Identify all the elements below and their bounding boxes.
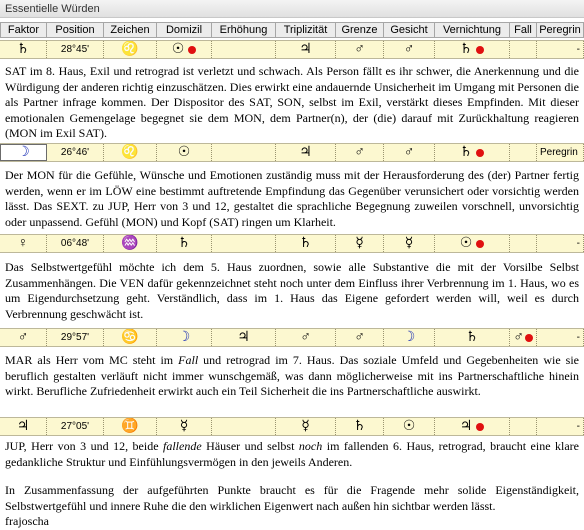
cell-triplizitaet [276, 418, 336, 435]
cell-grenze [336, 144, 384, 161]
window-title: Essentielle Würden [0, 0, 584, 18]
mars-icon: ♂ [300, 329, 311, 345]
red-marker-icon [476, 46, 484, 54]
cell-triplizitaet [276, 329, 336, 346]
cell-erhoehung [212, 235, 276, 252]
table-row-saturn[interactable] [0, 40, 584, 59]
venus-icon: ♀ [17, 235, 29, 251]
cell-domizil [157, 329, 212, 346]
column-header-zeichen[interactable]: Zeichen [104, 22, 157, 38]
mars-icon: ♂ [403, 41, 415, 57]
column-header-peregrin[interactable]: Peregrin [537, 22, 584, 38]
cell-peregrin: Peregrin [537, 144, 584, 161]
cell-gesicht [384, 144, 435, 161]
mars-icon: ♂ [354, 144, 365, 160]
cell-fall [510, 41, 537, 58]
cell-vernichtung [435, 418, 510, 435]
cell-fall [510, 235, 537, 252]
paragraph-jupiter-emphasis: fallende [163, 439, 202, 453]
cell-gesicht [384, 41, 435, 58]
cancer-icon: ♋ [121, 329, 139, 345]
red-marker-icon [188, 46, 196, 54]
paragraph-jupiter [5, 439, 579, 470]
sun-icon: ☉ [177, 144, 191, 160]
gemini-icon: ♊ [121, 418, 139, 434]
jupiter-icon: ♃ [299, 144, 312, 160]
column-header-grenze[interactable]: Grenze [336, 22, 384, 38]
column-header-domizil[interactable]: Domizil [157, 22, 212, 38]
cell-zeichen [104, 144, 157, 161]
column-header-erhoehung[interactable]: Erhöhung [212, 22, 276, 38]
cell-faktor [0, 235, 47, 252]
table-row-venus[interactable] [0, 234, 584, 253]
cell-grenze [336, 329, 384, 346]
saturn-icon: ♄ [353, 418, 366, 434]
paragraph-mars-text: und retrograd im 7. Haus. Das soziale Umfeld und Gegebenheiten wie sie beruflich gestalten verläuft nicht immer wunschgemäß, was dann möglicherweise mit ins Partnerschaftliche hinein wirkt. Berufliche Zufriedenheit erwirkt auch ein Teil Sicherheit die ins Partnerschaftliche auswirkt. [5, 353, 579, 399]
saturn-icon: ♄ [299, 235, 312, 251]
cell-erhoehung [212, 329, 276, 346]
saturn-icon: ♄ [459, 41, 473, 57]
cell-position: 27°05' [47, 418, 104, 435]
cell-gesicht [384, 329, 435, 346]
aquarius-icon: ♒ [121, 235, 139, 251]
saturn-icon: ♄ [177, 235, 191, 251]
cell-triplizitaet [276, 144, 336, 161]
cell-domizil [157, 235, 212, 252]
cell-fall [510, 144, 537, 161]
cell-gesicht [384, 418, 435, 435]
leo-icon: ♌ [121, 144, 139, 160]
red-marker-icon [476, 149, 484, 157]
mars-icon: ♂ [403, 144, 415, 160]
summary-paragraph [5, 483, 579, 530]
paragraph-venus: Das Selbstwertgefühl möchte ich dem 5. Haus zuordnen, sowie alle Substantive die mit der Vorsilbe Selbst Zusammenhängen. Die VEN dafür gekennzeichnet steht noch unter dem Einfluss ihrer Verbrennung im 1. Haus, wo es um Eigendurchsetzung geht. Verständlich, dass im 1. Haus das Eigene gefordert werden will, weil es durch Verbrennung geschwächt ist. [5, 260, 579, 321]
cell-peregrin: - [537, 41, 584, 58]
cell-vernichtung [435, 235, 510, 252]
sun-icon: ☉ [402, 418, 416, 434]
column-header-position[interactable]: Position [47, 22, 104, 38]
cell-position: 06°48' [47, 235, 104, 252]
mars-icon: ♂ [17, 329, 29, 345]
jupiter-icon: ♃ [459, 418, 473, 434]
moon-icon: ☽ [177, 329, 191, 345]
paragraph-saturn: SAT im 8. Haus, Exil und retrograd ist verletzt und schwach. Als Person fällt es ihr schwer, die Anerkennung und die Würdigung der anderen richtig einzuschätzen. Dies erwirkt eine andauernde Unsicherheit im Umgang mit Personen die als Partner infrage kommen. Der Dispositor des SAT, SON, selbst im Exil, verstärkt dieses Empfinden. Mit dieser emotionalen Gemengelage begegnet sie dem MON, dem Partner(n), der (die) darauf mit Zurückhaltung reagieren (MON im Exil SAT). [5, 64, 579, 141]
paragraph-jupiter-text: Häuser und selbst [201, 439, 299, 453]
column-header-vernichtung[interactable]: Vernichtung [435, 22, 510, 38]
leo-icon: ♌ [121, 41, 139, 57]
cell-domizil [157, 418, 212, 435]
mars-icon: ♂ [354, 329, 365, 345]
cell-erhoehung [212, 144, 276, 161]
cell-peregrin: - [537, 418, 584, 435]
moon-icon: ☽ [402, 329, 416, 345]
column-header-faktor[interactable]: Faktor [0, 22, 47, 38]
table-row-jupiter[interactable] [0, 417, 584, 436]
cell-zeichen [104, 235, 157, 252]
cell-triplizitaet [276, 41, 336, 58]
column-header-gesicht[interactable]: Gesicht [384, 22, 435, 38]
cell-faktor [0, 418, 47, 435]
jupiter-icon: ♃ [16, 418, 30, 434]
cell-faktor [0, 329, 47, 346]
table-row-mars[interactable] [0, 328, 584, 347]
cell-grenze [336, 235, 384, 252]
cell-gesicht [384, 235, 435, 252]
mercury-icon: ☿ [301, 418, 310, 434]
cell-erhoehung [212, 418, 276, 435]
sun-icon: ☉ [459, 235, 473, 251]
cell-position: 28°45' [47, 41, 104, 58]
cell-faktor [0, 41, 47, 58]
column-header-fall[interactable]: Fall [510, 22, 537, 38]
cell-erhoehung [212, 41, 276, 58]
cell-faktor [0, 144, 47, 161]
cell-grenze [336, 418, 384, 435]
cell-peregrin: - [537, 235, 584, 252]
moon-icon: ☽ [17, 144, 30, 160]
cell-peregrin: - [537, 329, 584, 346]
cell-fall [510, 418, 537, 435]
saturn-icon: ♄ [16, 41, 30, 57]
cell-vernichtung [435, 144, 510, 161]
cell-grenze [336, 41, 384, 58]
mercury-icon: ☿ [179, 418, 189, 434]
mars-icon: ♂ [513, 329, 524, 345]
mars-icon: ♂ [354, 41, 365, 57]
table-row-moon[interactable] [0, 143, 584, 162]
saturn-icon: ♄ [459, 144, 473, 160]
signature: frajoscha [5, 514, 49, 529]
cell-zeichen [104, 41, 157, 58]
red-marker-icon [476, 423, 484, 431]
jupiter-icon: ♃ [299, 41, 312, 57]
paragraph-jupiter-text: JUP, Herr von 3 und 12, beide [5, 439, 164, 453]
paragraph-mars [5, 353, 579, 400]
paragraph-jupiter-text: im fallenden 6. Haus, retrograd, braucht eine klare gedankliche Struktur und Einfühlungsvermögen in den jeweils Anderen. [5, 439, 579, 469]
column-headers [0, 22, 584, 38]
cell-position: 29°57' [47, 329, 104, 346]
column-header-triplizitaet[interactable]: Triplizität [276, 22, 336, 38]
saturn-icon: ♄ [465, 329, 479, 345]
mercury-icon: ☿ [404, 235, 414, 251]
cell-zeichen [104, 418, 157, 435]
cell-vernichtung [435, 41, 510, 58]
red-marker-icon [525, 334, 533, 342]
jupiter-icon: ♃ [237, 329, 250, 345]
red-marker-icon [476, 240, 484, 248]
sun-icon: ☉ [171, 41, 185, 57]
paragraph-jupiter-emphasis: noch [298, 439, 323, 453]
cell-domizil [157, 41, 212, 58]
mercury-icon: ☿ [355, 235, 364, 251]
paragraph-mars-emphasis: Fall [178, 353, 199, 367]
cell-domizil [157, 144, 212, 161]
summary-text: In Zusammenfassung der aufgeführten Punkte braucht es für die Fragende mehr solide Eigenständigkeit, Selbstwertgefühl und innere Ruhe die den wirklichen Eigenwert nach außen hin sichtbar werden lässt. [5, 483, 579, 513]
paragraph-mars-text: MAR als Herr vom MC steht im [5, 353, 179, 367]
paragraph-moon: Der MON für die Gefühle, Wünsche und Emotionen zuständig muss mit der Herausforderung des (der) Partner fertig werden, wenn er im LÖW eine bestimmt auftretende Empfindung das Gegenüber verunsichert oder vorsichtig werden lässt. Das SEXT. zu JUP, Herr von 3 und 12, gestaltet die sprachliche Begegnung zuweilen vorschnell, unvorsichtig oder unpassend. Gefühl (MON) und Kopf (SAT) ringen um Klarheit. [5, 168, 579, 229]
cell-triplizitaet [276, 235, 336, 252]
cell-position: 26°46' [47, 144, 104, 161]
cell-zeichen [104, 329, 157, 346]
cell-fall [510, 329, 537, 346]
cell-vernichtung [435, 329, 510, 346]
